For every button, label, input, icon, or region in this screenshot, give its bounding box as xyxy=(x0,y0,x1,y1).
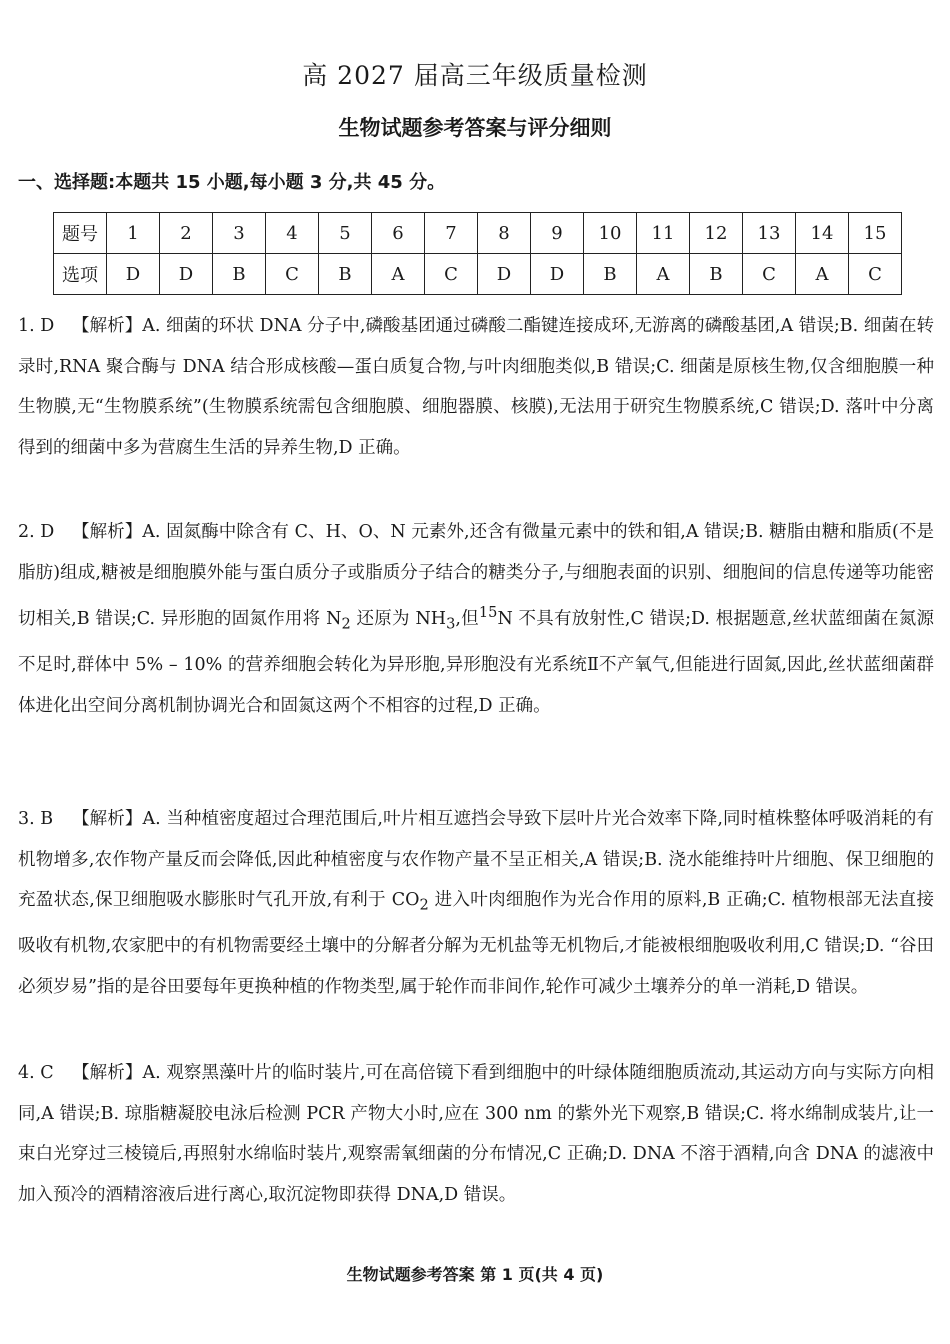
page-footer: 生物试题参考答案 第 1 页(共 4 页) xyxy=(346,1265,604,1284)
table-cell: A xyxy=(637,254,690,295)
table-cell: 9 xyxy=(531,213,584,254)
page-title: 高 2027 届高三年级质量检测 xyxy=(302,61,648,90)
table-cell: 11 xyxy=(637,213,690,254)
table-cell: 3 xyxy=(213,213,266,254)
row-label-answer: 选项 xyxy=(54,254,107,295)
table-cell: A xyxy=(796,254,849,295)
table-cell: 6 xyxy=(372,213,425,254)
table-cell: D xyxy=(478,254,531,295)
superscript: 15 xyxy=(478,604,498,622)
table-cell: 4 xyxy=(266,213,319,254)
explanation-text: 进入叶肉细胞作为光合作用的原料,B 正确;C. 植物根部无法直接吸收有机物,农家肥中的有机物需要经土壤中的分解者分解为无机盐等无机物后,才能被根细胞吸收利用,C 错误;D. “谷田必须岁易”指的是谷田要每年更换种植的作物类型,属于轮作而非间作,轮作可减少土壤养分的单一消耗,D 错误。 xyxy=(18,890,934,997)
table-cell: 2 xyxy=(160,213,213,254)
subscript: 3 xyxy=(446,615,456,633)
explanation-text: 还原为 NH xyxy=(350,609,447,630)
subscript: 2 xyxy=(419,896,429,914)
question-2-explanation xyxy=(18,512,934,726)
row-label-number: 题号 xyxy=(54,213,107,254)
question-number: 4. C xyxy=(18,1063,54,1083)
table-cell: D xyxy=(107,254,160,295)
table-cell: 15 xyxy=(849,213,902,254)
table-cell: D xyxy=(531,254,584,295)
section-heading: 一、选择题:本题共 15 小题,每小题 3 分,共 45 分。 xyxy=(18,172,446,193)
table-row-numbers xyxy=(54,213,902,254)
table-cell: B xyxy=(690,254,743,295)
table-row-answers xyxy=(54,254,902,295)
explanation-text: 【解析】A. 固氮酶中除含有 C、H、O、N 元素外,还含有微量元素中的铁和钼,A 错误;B. 糖脂由糖和脂质(不是脂肪)组成,糖被是细胞膜外能与蛋白质分子或脂质分子结合的糖类分子,与细胞表面的识别、细胞间的信息传递等功能密切相关,B 错误;C. 异形胞的固氮作用将 N xyxy=(18,522,934,630)
page-subtitle: 生物试题参考答案与评分细则 xyxy=(338,116,612,140)
table-cell: 7 xyxy=(425,213,478,254)
explanation-text: 【解析】A. 观察黑藻叶片的临时装片,可在高倍镜下看到细胞中的叶绿体随细胞质流动,其运动方向与实际方向相同,A 错误;B. 琼脂糖凝胶电泳后检测 PCR 产物大小时,应在 300 nm 的紫外光下观察,B 错误;C. 将水绵制成装片,让一束白光穿过三棱镜后,再照射水绵临时装片,观察需氧细菌的分布情况,C 正确;D. DNA 不溶于酒精,向含 DNA 的滤液中加入预冷的酒精溶液后进行离心,取沉淀物即获得 DNA,D 错误。 xyxy=(18,1063,934,1205)
question-4-explanation xyxy=(18,1053,934,1215)
subscript: 2 xyxy=(341,615,351,633)
table-cell: A xyxy=(372,254,425,295)
table-cell: B xyxy=(584,254,637,295)
table-cell: D xyxy=(160,254,213,295)
table-cell: 1 xyxy=(107,213,160,254)
question-3-explanation xyxy=(18,799,934,1007)
table-cell: 13 xyxy=(743,213,796,254)
table-cell: B xyxy=(319,254,372,295)
explanation-text: N 不具有放射性,C 错误;D. 根据题意,丝状蓝细菌在氮源不足时,群体中 5% – 10% 的营养细胞会转化为异形胞,异形胞没有光系统Ⅱ不产氧气,但能进行固氮,因此,丝状蓝细菌群体进化出空间分离机制协调光合和固氮这两个不相容的过程,D 正确。 xyxy=(18,609,934,716)
question-number: 2. D xyxy=(18,522,55,542)
table-cell: B xyxy=(213,254,266,295)
table-cell: C xyxy=(849,254,902,295)
answer-table xyxy=(53,212,902,295)
explanation-text: 【解析】A. 当种植密度超过合理范围后,叶片相互遮挡会导致下层叶片光合效率下降,同时植株整体呼吸消耗的有机物增多,农作物产量反而会降低,因此种植密度与农作物产量不呈正相关,A 错误;B. 浇水能维持叶片细胞、保卫细胞的充盈状态,保卫细胞吸水膨胀时气孔开放,有利于 CO xyxy=(18,809,934,911)
question-number: 3. B xyxy=(18,809,54,829)
table-cell: 8 xyxy=(478,213,531,254)
table-cell: C xyxy=(266,254,319,295)
explanation-text: 【解析】A. 细菌的环状 DNA 分子中,磷酸基团通过磷酸二酯键连接成环,无游离的磷酸基团,A 错误;B. 细菌在转录时,RNA 聚合酶与 DNA 结合形成核酸—蛋白质复合物,与叶肉细胞类似,B 错误;C. 细菌是原核生物,仅含细胞膜一种生物膜,无“生物膜系统”(生物膜系统需包含细胞膜、细胞器膜、核膜),无法用于研究生物膜系统,C 错误;D. 落叶中分离得到的细菌中多为营腐生生活的异养生物,D 正确。 xyxy=(18,316,934,458)
table-cell: C xyxy=(743,254,796,295)
question-number: 1. D xyxy=(18,316,55,336)
table-cell: 10 xyxy=(584,213,637,254)
table-cell: 12 xyxy=(690,213,743,254)
question-1-explanation xyxy=(18,306,934,468)
explanation-text: ,但 xyxy=(455,609,479,630)
table-cell: 14 xyxy=(796,213,849,254)
table-cell: 5 xyxy=(319,213,372,254)
table-cell: C xyxy=(425,254,478,295)
